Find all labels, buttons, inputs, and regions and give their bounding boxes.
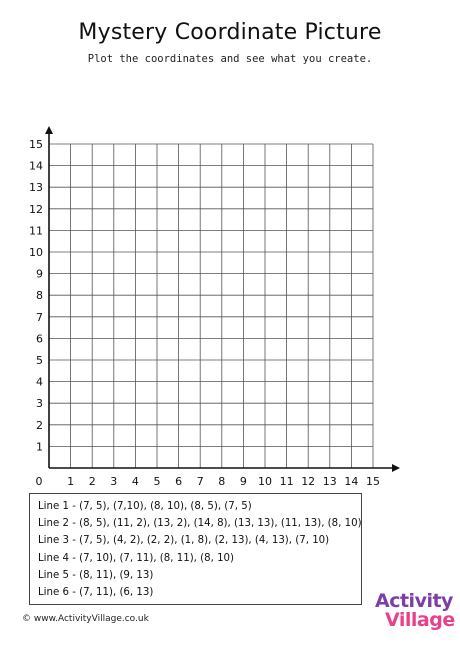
y-tick-label-14: 14: [29, 159, 43, 173]
y-tick-label-13: 13: [29, 181, 43, 195]
x-tick-label-13: 13: [322, 475, 337, 488]
x-tick-label-12: 12: [301, 475, 316, 488]
coordinate-line-5: Line 5 - (8, 11), (9, 13): [38, 569, 154, 581]
coordinate-line-1: Line 1 - (7, 5), (7,10), (8, 10), (8, 5), (7, 5): [38, 501, 252, 512]
y-tick-label-1: 1: [36, 440, 43, 454]
y-tick-label-7: 7: [36, 310, 43, 324]
x-tick-label-4: 4: [131, 475, 139, 488]
x-tick-label-1: 1: [67, 475, 75, 488]
y-axis-arrow-icon: [45, 126, 53, 134]
page-subtitle: Plot the coordinates and see what you create.: [87, 53, 373, 65]
origin-label: 0: [35, 475, 43, 488]
y-tick-label-4: 4: [36, 375, 43, 389]
copyright-text: © www.ActivityVillage.co.uk: [22, 614, 149, 624]
x-tick-label-8: 8: [218, 475, 226, 488]
activity-village-logo: [375, 590, 457, 636]
x-tick-label-3: 3: [110, 475, 118, 488]
coordinate-line-3: Line 3 - (7, 5), (4, 2), (2, 2), (1, 8), (2, 13), (4, 13), (7, 10): [38, 535, 330, 547]
x-tick-label-5: 5: [153, 475, 161, 488]
y-tick-label-5: 5: [36, 354, 43, 367]
logo-word-village: Village: [385, 609, 455, 631]
x-tick-label-7: 7: [196, 475, 204, 488]
coordinate-lines-box: [29, 493, 362, 605]
y-tick-label-8: 8: [36, 289, 43, 303]
y-tick-label-10: 10: [29, 246, 43, 259]
x-tick-label-10: 10: [258, 475, 272, 488]
y-tick-label-6: 6: [36, 332, 43, 346]
coordinate-line-4: Line 4 - (7, 10), (7, 11), (8, 11), (8, 10): [38, 552, 235, 564]
y-tick-label-9: 9: [36, 267, 43, 281]
y-tick-label-2: 2: [36, 418, 43, 432]
y-tick-label-11: 11: [29, 224, 43, 238]
y-tick-label-12: 12: [29, 202, 43, 216]
x-tick-label-9: 9: [239, 475, 247, 488]
x-tick-label-6: 6: [175, 475, 183, 488]
y-tick-label-3: 3: [36, 397, 43, 411]
logo-word-activity: Activity: [375, 590, 453, 612]
page-title: Mystery Coordinate Picture: [78, 20, 382, 45]
x-tick-label-2: 2: [88, 475, 96, 488]
coordinate-line-2: Line 2 - (8, 5), (11, 2), (13, 2), (14, 8), (13, 13), (11, 13), (8, 10): [38, 518, 362, 530]
x-axis-arrow-icon: [392, 464, 400, 472]
coordinate-line-6: Line 6 - (7, 11), (6, 13): [38, 587, 154, 599]
y-tick-label-15: 15: [29, 138, 43, 151]
x-tick-label-14: 14: [344, 475, 359, 488]
x-tick-label-11: 11: [279, 475, 294, 488]
x-tick-label-15: 15: [366, 475, 380, 488]
